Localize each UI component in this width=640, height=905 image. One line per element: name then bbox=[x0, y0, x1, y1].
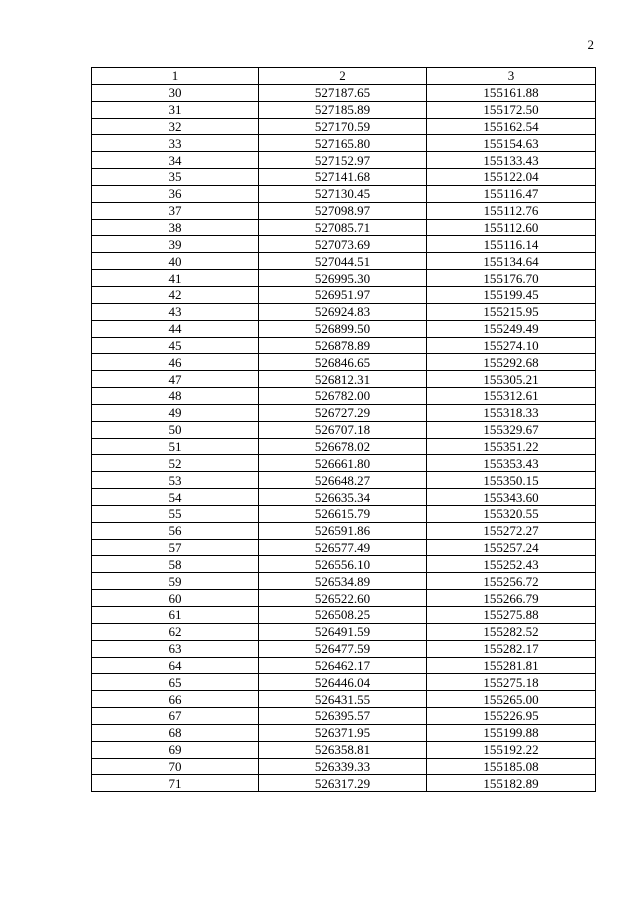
y-coordinate-cell: 155312.61 bbox=[427, 388, 596, 405]
table-header-row bbox=[92, 68, 596, 85]
y-coordinate-cell: 155199.45 bbox=[427, 286, 596, 303]
point-number-cell: 56 bbox=[92, 522, 259, 539]
table-row bbox=[92, 775, 596, 792]
x-coordinate-cell: 526878.89 bbox=[259, 337, 427, 354]
table-row bbox=[92, 657, 596, 674]
point-number-cell: 39 bbox=[92, 236, 259, 253]
y-coordinate-cell: 155192.22 bbox=[427, 741, 596, 758]
point-number-cell: 62 bbox=[92, 623, 259, 640]
table-row bbox=[92, 388, 596, 405]
point-number-cell: 61 bbox=[92, 607, 259, 624]
y-coordinate-cell: 155274.10 bbox=[427, 337, 596, 354]
table-row bbox=[92, 270, 596, 287]
table-row bbox=[92, 354, 596, 371]
x-coordinate-cell: 527044.51 bbox=[259, 253, 427, 270]
table-row bbox=[92, 741, 596, 758]
point-number-cell: 49 bbox=[92, 404, 259, 421]
x-coordinate-cell: 526491.59 bbox=[259, 623, 427, 640]
table-row bbox=[92, 118, 596, 135]
point-number-cell: 50 bbox=[92, 421, 259, 438]
x-coordinate-cell: 526462.17 bbox=[259, 657, 427, 674]
table-row bbox=[92, 674, 596, 691]
table-row bbox=[92, 623, 596, 640]
y-coordinate-cell: 155282.17 bbox=[427, 640, 596, 657]
table-row bbox=[92, 573, 596, 590]
point-number-cell: 40 bbox=[92, 253, 259, 270]
y-coordinate-cell: 155249.49 bbox=[427, 320, 596, 337]
y-coordinate-cell: 155257.24 bbox=[427, 539, 596, 556]
x-coordinate-cell: 526339.33 bbox=[259, 758, 427, 775]
y-coordinate-cell: 155256.72 bbox=[427, 573, 596, 590]
table-row bbox=[92, 438, 596, 455]
x-coordinate-cell: 526556.10 bbox=[259, 556, 427, 573]
x-coordinate-cell: 527141.68 bbox=[259, 169, 427, 186]
point-number-cell: 70 bbox=[92, 758, 259, 775]
table-row bbox=[92, 236, 596, 253]
y-coordinate-cell: 155134.64 bbox=[427, 253, 596, 270]
point-number-cell: 66 bbox=[92, 691, 259, 708]
point-number-cell: 53 bbox=[92, 472, 259, 489]
table-row bbox=[92, 337, 596, 354]
point-number-cell: 34 bbox=[92, 152, 259, 169]
table-row bbox=[92, 505, 596, 522]
table-row bbox=[92, 708, 596, 725]
x-coordinate-cell: 526707.18 bbox=[259, 421, 427, 438]
point-number-cell: 58 bbox=[92, 556, 259, 573]
table-row bbox=[92, 522, 596, 539]
y-coordinate-cell: 155351.22 bbox=[427, 438, 596, 455]
point-number-cell: 65 bbox=[92, 674, 259, 691]
point-number-cell: 59 bbox=[92, 573, 259, 590]
x-coordinate-cell: 526648.27 bbox=[259, 472, 427, 489]
y-coordinate-cell: 155265.00 bbox=[427, 691, 596, 708]
table-row bbox=[92, 286, 596, 303]
x-coordinate-cell: 526591.86 bbox=[259, 522, 427, 539]
x-coordinate-cell: 527073.69 bbox=[259, 236, 427, 253]
x-coordinate-cell: 526522.60 bbox=[259, 590, 427, 607]
y-coordinate-cell: 155154.63 bbox=[427, 135, 596, 152]
point-number-cell: 36 bbox=[92, 185, 259, 202]
point-number-cell: 47 bbox=[92, 371, 259, 388]
table-body bbox=[92, 84, 596, 791]
table-row bbox=[92, 590, 596, 607]
table-row bbox=[92, 691, 596, 708]
point-number-cell: 55 bbox=[92, 505, 259, 522]
table-row bbox=[92, 219, 596, 236]
x-coordinate-cell: 526678.02 bbox=[259, 438, 427, 455]
x-coordinate-cell: 527170.59 bbox=[259, 118, 427, 135]
x-coordinate-cell: 526727.29 bbox=[259, 404, 427, 421]
y-coordinate-cell: 155275.18 bbox=[427, 674, 596, 691]
y-coordinate-cell: 155282.52 bbox=[427, 623, 596, 640]
point-number-cell: 41 bbox=[92, 270, 259, 287]
table-row bbox=[92, 84, 596, 101]
x-coordinate-cell: 526899.50 bbox=[259, 320, 427, 337]
x-coordinate-cell: 526635.34 bbox=[259, 489, 427, 506]
y-coordinate-cell: 155275.88 bbox=[427, 607, 596, 624]
table-row bbox=[92, 253, 596, 270]
column-header: 3 bbox=[427, 68, 596, 85]
table-row bbox=[92, 152, 596, 169]
y-coordinate-cell: 155185.08 bbox=[427, 758, 596, 775]
y-coordinate-cell: 155266.79 bbox=[427, 590, 596, 607]
point-number-cell: 46 bbox=[92, 354, 259, 371]
table-row bbox=[92, 101, 596, 118]
x-coordinate-cell: 526995.30 bbox=[259, 270, 427, 287]
y-coordinate-cell: 155292.68 bbox=[427, 354, 596, 371]
point-number-cell: 45 bbox=[92, 337, 259, 354]
x-coordinate-cell: 526358.81 bbox=[259, 741, 427, 758]
point-number-cell: 57 bbox=[92, 539, 259, 556]
table-row bbox=[92, 135, 596, 152]
point-number-cell: 42 bbox=[92, 286, 259, 303]
x-coordinate-cell: 526924.83 bbox=[259, 303, 427, 320]
x-coordinate-cell: 527185.89 bbox=[259, 101, 427, 118]
table-row bbox=[92, 758, 596, 775]
point-number-cell: 71 bbox=[92, 775, 259, 792]
x-coordinate-cell: 526812.31 bbox=[259, 371, 427, 388]
x-coordinate-cell: 526371.95 bbox=[259, 724, 427, 741]
y-coordinate-cell: 155350.15 bbox=[427, 472, 596, 489]
x-coordinate-cell: 526508.25 bbox=[259, 607, 427, 624]
point-number-cell: 67 bbox=[92, 708, 259, 725]
y-coordinate-cell: 155176.70 bbox=[427, 270, 596, 287]
y-coordinate-cell: 155272.27 bbox=[427, 522, 596, 539]
point-number-cell: 35 bbox=[92, 169, 259, 186]
x-coordinate-cell: 526951.97 bbox=[259, 286, 427, 303]
point-number-cell: 44 bbox=[92, 320, 259, 337]
y-coordinate-cell: 155281.81 bbox=[427, 657, 596, 674]
y-coordinate-cell: 155116.14 bbox=[427, 236, 596, 253]
x-coordinate-cell: 527098.97 bbox=[259, 202, 427, 219]
point-number-cell: 51 bbox=[92, 438, 259, 455]
point-number-cell: 33 bbox=[92, 135, 259, 152]
table-row bbox=[92, 539, 596, 556]
y-coordinate-cell: 155305.21 bbox=[427, 371, 596, 388]
point-number-cell: 48 bbox=[92, 388, 259, 405]
table-row bbox=[92, 169, 596, 186]
point-number-cell: 52 bbox=[92, 455, 259, 472]
table-row bbox=[92, 185, 596, 202]
point-number-cell: 54 bbox=[92, 489, 259, 506]
y-coordinate-cell: 155182.89 bbox=[427, 775, 596, 792]
page-number: 2 bbox=[587, 37, 594, 52]
point-number-cell: 38 bbox=[92, 219, 259, 236]
column-header: 2 bbox=[259, 68, 427, 85]
y-coordinate-cell: 155116.47 bbox=[427, 185, 596, 202]
point-number-cell: 64 bbox=[92, 657, 259, 674]
x-coordinate-cell: 526446.04 bbox=[259, 674, 427, 691]
x-coordinate-cell: 526615.79 bbox=[259, 505, 427, 522]
x-coordinate-cell: 526317.29 bbox=[259, 775, 427, 792]
point-number-cell: 30 bbox=[92, 84, 259, 101]
y-coordinate-cell: 155320.55 bbox=[427, 505, 596, 522]
table-row bbox=[92, 421, 596, 438]
table-row bbox=[92, 320, 596, 337]
x-coordinate-cell: 526782.00 bbox=[259, 388, 427, 405]
point-number-cell: 69 bbox=[92, 741, 259, 758]
y-coordinate-cell: 155122.04 bbox=[427, 169, 596, 186]
y-coordinate-cell: 155343.60 bbox=[427, 489, 596, 506]
x-coordinate-cell: 526395.57 bbox=[259, 708, 427, 725]
x-coordinate-cell: 527187.65 bbox=[259, 84, 427, 101]
table-row bbox=[92, 724, 596, 741]
point-number-cell: 43 bbox=[92, 303, 259, 320]
point-number-cell: 63 bbox=[92, 640, 259, 657]
point-number-cell: 31 bbox=[92, 101, 259, 118]
x-coordinate-cell: 526577.49 bbox=[259, 539, 427, 556]
x-coordinate-cell: 527152.97 bbox=[259, 152, 427, 169]
y-coordinate-cell: 155112.76 bbox=[427, 202, 596, 219]
point-number-cell: 32 bbox=[92, 118, 259, 135]
table-row bbox=[92, 202, 596, 219]
y-coordinate-cell: 155112.60 bbox=[427, 219, 596, 236]
x-coordinate-cell: 526661.80 bbox=[259, 455, 427, 472]
column-header: 1 bbox=[92, 68, 259, 85]
y-coordinate-cell: 155318.33 bbox=[427, 404, 596, 421]
y-coordinate-cell: 155133.43 bbox=[427, 152, 596, 169]
table-row bbox=[92, 489, 596, 506]
y-coordinate-cell: 155353.43 bbox=[427, 455, 596, 472]
y-coordinate-cell: 155226.95 bbox=[427, 708, 596, 725]
y-coordinate-cell: 155161.88 bbox=[427, 84, 596, 101]
x-coordinate-cell: 527130.45 bbox=[259, 185, 427, 202]
point-number-cell: 60 bbox=[92, 590, 259, 607]
x-coordinate-cell: 526477.59 bbox=[259, 640, 427, 657]
table-row bbox=[92, 640, 596, 657]
table-row bbox=[92, 371, 596, 388]
y-coordinate-cell: 155252.43 bbox=[427, 556, 596, 573]
y-coordinate-cell: 155199.88 bbox=[427, 724, 596, 741]
y-coordinate-cell: 155162.54 bbox=[427, 118, 596, 135]
table-row bbox=[92, 455, 596, 472]
table-row bbox=[92, 556, 596, 573]
y-coordinate-cell: 155172.50 bbox=[427, 101, 596, 118]
x-coordinate-cell: 526846.65 bbox=[259, 354, 427, 371]
table-row bbox=[92, 607, 596, 624]
table-row bbox=[92, 472, 596, 489]
point-number-cell: 37 bbox=[92, 202, 259, 219]
table-row bbox=[92, 303, 596, 320]
x-coordinate-cell: 527085.71 bbox=[259, 219, 427, 236]
x-coordinate-cell: 527165.80 bbox=[259, 135, 427, 152]
point-number-cell: 68 bbox=[92, 724, 259, 741]
x-coordinate-cell: 526431.55 bbox=[259, 691, 427, 708]
y-coordinate-cell: 155329.67 bbox=[427, 421, 596, 438]
table-row bbox=[92, 404, 596, 421]
coordinates-table bbox=[91, 67, 596, 792]
x-coordinate-cell: 526534.89 bbox=[259, 573, 427, 590]
y-coordinate-cell: 155215.95 bbox=[427, 303, 596, 320]
